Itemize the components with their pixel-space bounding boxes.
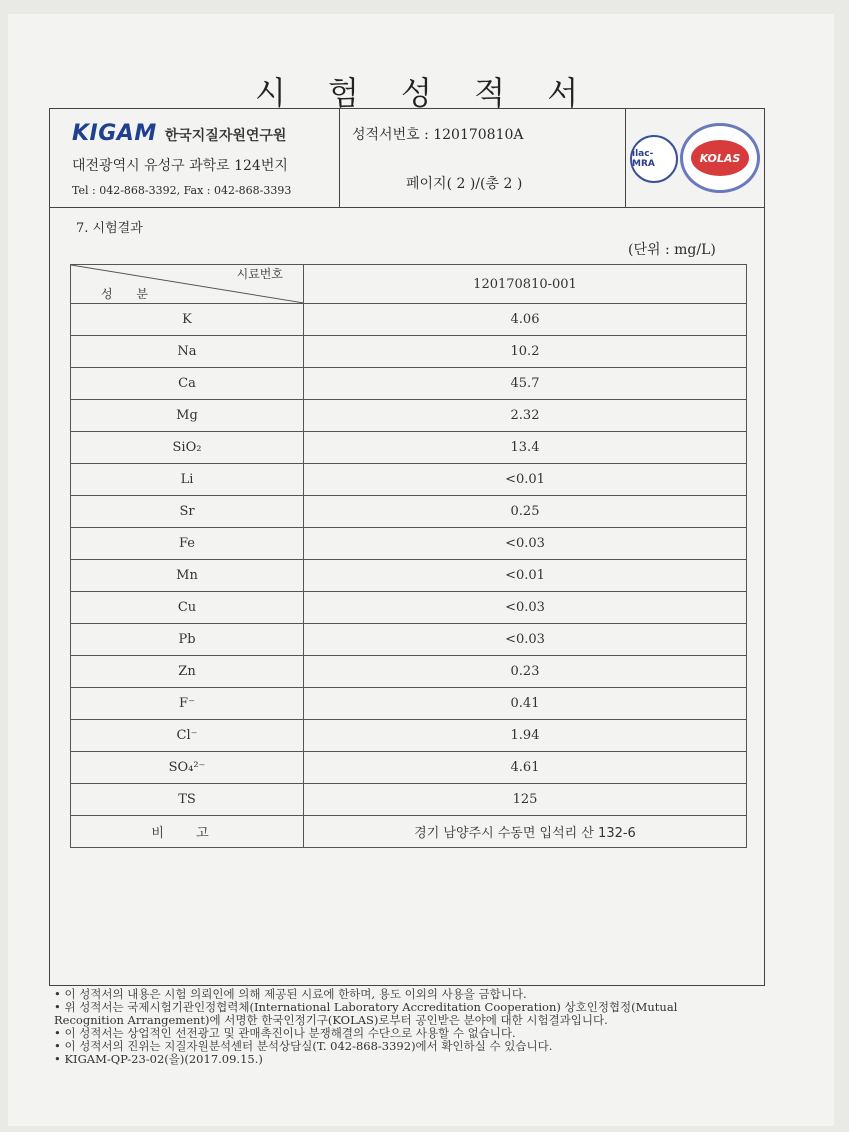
footnote-line: • 위 성적서는 국제시험기관인정협력체(International Laboratory Accreditation Cooperation) 상호인정협정(Mutual (54, 1000, 678, 1014)
component-cell: Ca (71, 368, 304, 400)
table-row (71, 336, 747, 368)
page-info: 페이지( 2 )/(총 2 ) (406, 176, 523, 192)
report-frame (49, 108, 765, 986)
table-row (71, 752, 747, 784)
institute-name: 한국지질자원연구원 (164, 128, 287, 144)
footnote-line: • 이 성적서의 진위는 지질자원분석센터 분석상담실(T. 042-868-3392)에서 확인하실 수 있습니다. (54, 1039, 553, 1053)
component-cell: Na (71, 336, 304, 368)
table-row (71, 720, 747, 752)
sample-id: 120170810-001 (304, 265, 747, 304)
component-cell: F⁻ (71, 688, 304, 720)
document-title: 시 험 성 적 서 (254, 74, 595, 112)
value-cell: 13.4 (304, 432, 747, 464)
component-cell: Pb (71, 624, 304, 656)
footnote-line: • KIGAM-QP-23-02(을)(2017.09.15.) (54, 1052, 263, 1066)
component-cell: TS (71, 784, 304, 816)
table-row (71, 464, 747, 496)
component-cell: Mn (71, 560, 304, 592)
component-cell: Fe (71, 528, 304, 560)
remark-row (71, 816, 747, 848)
component-cell: Li (71, 464, 304, 496)
section-title: 7. 시험결과 (76, 221, 143, 236)
table-row (71, 784, 747, 816)
ilac-mra-badge (630, 135, 678, 183)
value-cell: 45.7 (304, 368, 747, 400)
footnotes (54, 988, 774, 1066)
report-header (50, 109, 764, 208)
header-diagonal-cell (71, 265, 304, 304)
value-cell: 2.32 (304, 400, 747, 432)
kolas-inner (691, 140, 749, 176)
remark-value: 경기 남양주시 수동면 입석리 산 132-6 (304, 816, 747, 848)
table-row (71, 592, 747, 624)
value-cell: <0.01 (304, 464, 747, 496)
component-cell: SO₄²⁻ (71, 752, 304, 784)
table-row (71, 368, 747, 400)
table-row (71, 496, 747, 528)
table-row (71, 688, 747, 720)
component-cell: K (71, 304, 304, 336)
remark-label: 비 고 (71, 816, 304, 848)
footnote-line: • 이 성적서는 상업적인 선전광고 및 관매촉진이나 분쟁해결의 수단으로 사용할 수 없습니다. (54, 1026, 516, 1040)
results-table (70, 264, 747, 848)
table-row (71, 432, 747, 464)
component-cell: SiO₂ (71, 432, 304, 464)
institute-block (50, 109, 340, 207)
logo-row (72, 121, 286, 146)
table-row (71, 656, 747, 688)
accreditation-block (626, 109, 766, 207)
table-header-row (71, 265, 747, 304)
report-number: 성적서번호 : 120170810A (352, 127, 524, 143)
header-sample-label: 시료번호 (236, 267, 283, 281)
table-row (71, 624, 747, 656)
report-info-block (340, 109, 626, 207)
value-cell: 0.23 (304, 656, 747, 688)
value-cell: 0.25 (304, 496, 747, 528)
ilac-mra-text: ilac-MRA (632, 149, 655, 169)
value-cell: 1.94 (304, 720, 747, 752)
footnote-line: Recognition Arrangement)에 서명한 한국인정기구(KOLAS)로부터 공인받은 분야에 대한 시험결과입니다. (54, 1013, 608, 1027)
value-cell: <0.03 (304, 528, 747, 560)
table-row (71, 304, 747, 336)
kolas-text: KOLAS (699, 151, 741, 165)
value-cell: <0.01 (304, 560, 747, 592)
value-cell: 0.41 (304, 688, 747, 720)
table-row (71, 528, 747, 560)
footnote-line: • 이 성적서의 내용은 시험 의뢰인에 의해 제공된 시료에 한하며, 용도 이외의 사용을 금합니다. (54, 987, 527, 1001)
value-cell: <0.03 (304, 624, 747, 656)
table-row (71, 560, 747, 592)
component-cell: Cl⁻ (71, 720, 304, 752)
component-cell: Cu (71, 592, 304, 624)
unit-label: (단위 : mg/L) (628, 242, 716, 258)
component-cell: Zn (71, 656, 304, 688)
kolas-badge (680, 123, 760, 193)
header-component-label: 성 분 (101, 287, 158, 301)
institute-contact: Tel : 042-868-3392, Fax : 042-868-3393 (72, 184, 292, 197)
value-cell: 4.61 (304, 752, 747, 784)
component-cell: Mg (71, 400, 304, 432)
value-cell: 4.06 (304, 304, 747, 336)
kigam-logo: KIGAM (72, 121, 157, 146)
value-cell: 10.2 (304, 336, 747, 368)
institute-address: 대전광역시 유성구 과학로 124번지 (72, 158, 288, 174)
value-cell: <0.03 (304, 592, 747, 624)
component-cell: Sr (71, 496, 304, 528)
value-cell: 125 (304, 784, 747, 816)
table-row (71, 400, 747, 432)
